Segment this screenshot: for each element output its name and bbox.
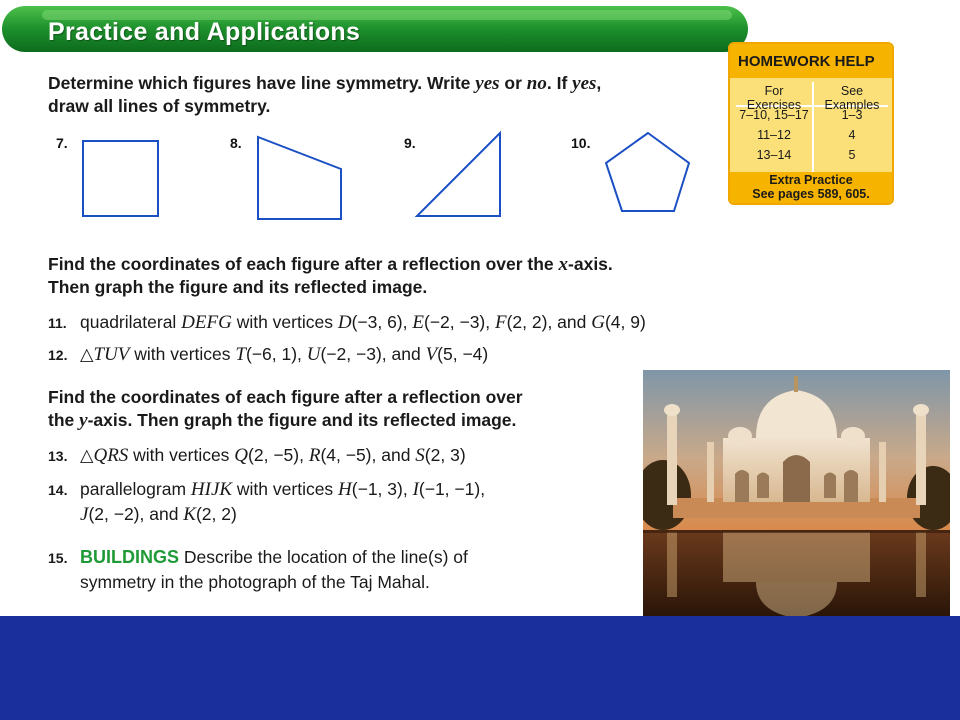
- col-header-exercises: For Exercises: [746, 84, 802, 112]
- exercise-number: 12.: [48, 347, 68, 363]
- table-row: [736, 128, 888, 148]
- exercise-13: 13. △QRS with vertices Q(2, −5), R(4, −5), and S(2, 3): [80, 443, 466, 468]
- pentagon-figure: [606, 133, 689, 211]
- table-row: [736, 108, 888, 128]
- footer-bar: [0, 616, 960, 720]
- exercise-15: 15. BUILDINGS Describe the location of the line(s) of symmetry in the photograph of the Taj Mahal.: [48, 547, 468, 592]
- homework-help-table: [736, 84, 888, 168]
- homework-help-box: [728, 42, 894, 205]
- section-banner: [2, 6, 748, 52]
- right-triangle-figure: [417, 133, 500, 216]
- examples-cell: 5: [848, 148, 856, 162]
- homework-help-header-row: [736, 84, 888, 112]
- symmetry-figures: [0, 125, 720, 230]
- buildings-label: BUILDINGS: [80, 547, 179, 567]
- homework-help-title: HOMEWORK HELP: [730, 44, 892, 78]
- col-header-examples: See Examples: [824, 84, 880, 112]
- table-row: [736, 148, 888, 168]
- extra-practice-title: Extra Practice: [769, 173, 853, 187]
- exercise-7-number: 7.: [56, 135, 68, 151]
- exercise-number: 14.: [48, 482, 68, 498]
- exercises-cell: 7–10, 15–17: [739, 108, 809, 122]
- exercise-8-number: 8.: [230, 135, 242, 151]
- banner-title: Practice and Applications: [48, 18, 361, 46]
- exercise-12: 12. △TUV with vertices T(−6, 1), U(−2, −3), and V(5, −4): [80, 342, 488, 367]
- exercises-cell: 13–14: [756, 148, 792, 162]
- exercises-cell: 11–12: [757, 128, 791, 142]
- exercise-9-number: 9.: [404, 135, 416, 151]
- taj-mahal-photo: [643, 370, 950, 616]
- exercise-number: 13.: [48, 448, 68, 464]
- exercise-number: 11.: [48, 315, 67, 331]
- extra-practice: [730, 172, 892, 203]
- section3-heading: Find the coordinates of each figure after a reflection over the y-axis. Then graph the figure and its reflected image.: [48, 387, 523, 431]
- examples-cell: 4: [848, 128, 856, 142]
- examples-cell: 1–3: [841, 108, 863, 122]
- exercise-number: 15.: [48, 550, 68, 566]
- exercise-14: 14. parallelogram HIJK with vertices H(−1, 3), I(−1, −1), J(2, −2), and K(2, 2): [48, 479, 486, 525]
- extra-practice-pages: See pages 589, 605.: [752, 187, 870, 201]
- exercise-10-number: 10.: [571, 135, 591, 151]
- trapezoid-figure: [258, 137, 341, 219]
- square-figure: [83, 141, 158, 216]
- exercise-11: 11. quadrilateral DEFG with vertices D(−3, 6), E(−2, −3), F(2, 2), and G(4, 9): [80, 310, 646, 335]
- section2-heading: Find the coordinates of each figure after a reflection over the x-axis. Then graph the figure and its reflected image.: [48, 254, 613, 297]
- section1-heading: Determine which figures have line symmetry. Write yes or no. If yes, draw all lines of symmetry.: [48, 73, 602, 116]
